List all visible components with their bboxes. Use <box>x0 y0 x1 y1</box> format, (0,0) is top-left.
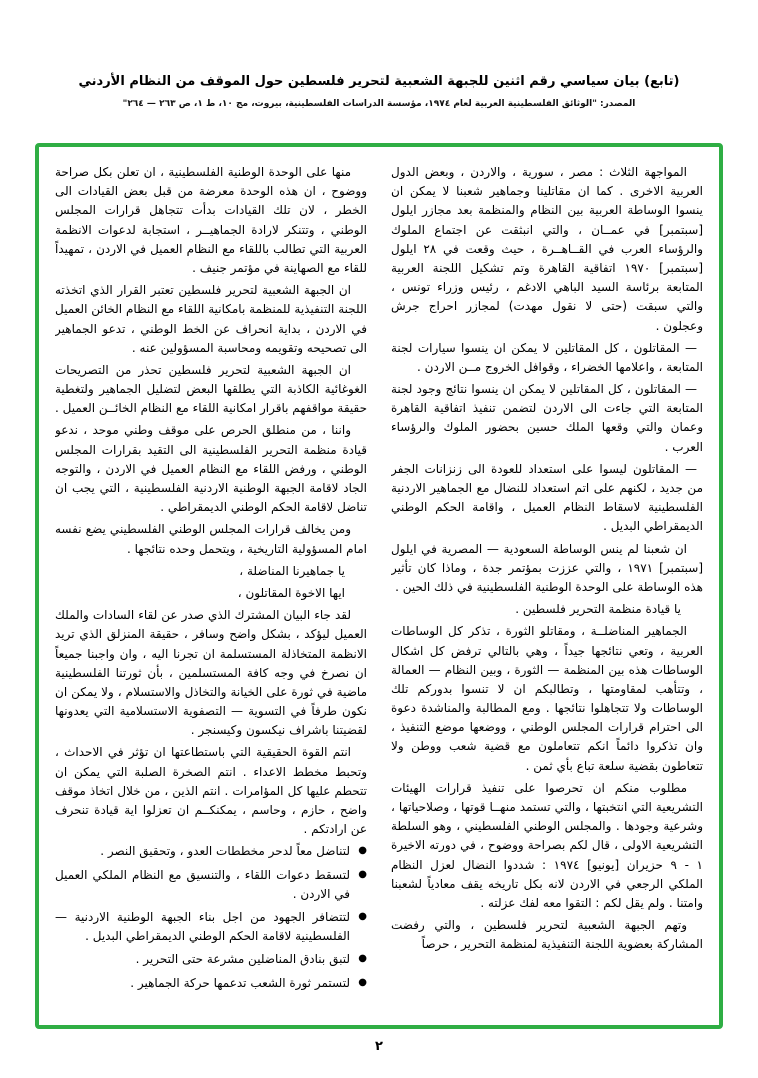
bullet-text: لتسقط دعوات اللقاء ، والتنسيق مع النظام الملكي العميل في الاردن . <box>55 867 350 901</box>
paragraph: وتهم الجبهة الشعبية لتحرير فلسطين ، والتي رفضت المشاركة بعضوية اللجنة التنفيذية لمنظمة التحرير ، حرصاً <box>391 918 703 952</box>
paragraph: انتم القوة الحقيقية التي باستطاعتها ان تؤثر في الاحداث ، وتحبط مخطط الاعداء . انتم الصخرة الصلبة التي يمكن ان تتحطم عليها كل المؤامرات . انتم الذين ، من خلال اتخاذ موقف واضح ، حازم ، وحاسم ، يمكنكــم ان تعزلوا اية قيادة تنحرف عن ارادتكم . <box>55 745 367 837</box>
bullet-icon: ● <box>358 845 367 857</box>
bullet-item <box>55 974 367 993</box>
paragraph: — المقاتلون ، كل المقاتلين لا يمكن ان ينسوا نتائج وجود لجنة المتابعة التي جاءت الى الاردن لتضمن تنفيذ اتفاقية القاهرة وعمان والتي وقعها الملك حسين بحضور الملوك والرؤساء العرب . <box>391 382 703 454</box>
page-title: (تابع) بيان سياسي رقم اثنين للجبهة الشعبية لتحرير فلسطين حول الموقف من النظام الأردني <box>78 74 680 89</box>
page-number: ٢ <box>375 1039 383 1054</box>
paragraph: منها على الوحدة الوطنية الفلسطينية ، ان تعلن بكل صراحة ووضوح ، ان هذه الوحدة معرضة من قبل بعض القيادات الى الخطر ، لان تلك القيادات بدأت تتجاهل قرارات المجلس الوطني ، وتتنكر لارادة الجماهيــر ، استجابة لدعوات الانظمة العربية التي تطالب باللقاء مع النظام العميل في الاردن ، تمهيداً للقاء مع الصهاينة في مؤتمر جنيف . <box>55 165 367 275</box>
bullet-item <box>55 950 367 969</box>
paragraph: الجماهير المناضلــة ، ومقاتلو الثورة ، تذكر كل الوساطات العربية ، وتعي نتائجها جيداً ، وهي بالتالي ترفض كل اشكال الوساطات هذه بين المنظمة — الثورة ، وبين النظام — العمالة ، وتتأهب لمقاومتها ، وتطالبكم ان لا تنسوا بدوركم تلك الوساطات ولا تتجاهلوا نتائجها . ومع المطالبة والمناشدة دعوة الى احترام قرارات المجلس الوطني ، ووضعها موضع التنفيذ ، وان تذكروا دائماً انكم تتعاملون مع قضية شعب ووطن ولا تتعاطون بقضية سلعة تباع بأي ثمن . <box>391 624 703 773</box>
bullet-icon: ● <box>358 976 367 988</box>
paragraph: ان شعبنا لم ينس الوساطة السعودية — المصرية في ايلول [سبتمبر] ١٩٧١ ، والتي عززت بمؤتمر جدة ، وماذا كان تأثير هذه الوساطة على الوحدة الوطنية الفلسطينية في ذلك الحين . <box>391 541 703 594</box>
paragraph: — المقاتلون ليسوا على استعداد للعودة الى زنزانات الجفر من جديد ، لكنهم على اتم استعداد للنضال مع الجماهير الاردنية الفلسطينية لاسقاط النظام العميل ، واقامة الحكم الوطني الديمقراطي البديل . <box>391 461 703 534</box>
paragraph: ان الجبهة الشعبية لتحرير فلسطين تعتبر القرار الذي اتخذته اللجنة التنفيذية للمنظمة بامكانية اللقاء مع النظام الخائن العميل في الاردن ، بداية انحراف عن الخط الوطني ، تدعو الجماهير الى تصحيحه وتقويمه ومحاسبة المسؤولين عنه . <box>55 283 367 355</box>
paragraph: يا قيادة منظمة التحرير فلسطين . <box>515 602 681 617</box>
paragraph: لقد جاء البيان المشترك الذي صدر عن لقاء السادات والملك العميل ليؤكد ، بشكل واضح وسافر ، حقيقة المنزلق الذي تريد الانظمة المتخاذلة المستسلمة ان تجرنا اليه ، وان واجبنا جميعاً ان نصرخ في وجه كافة المستسلمين ، بأن ثورتنا الفلسطينية ماضية في ثورة على الخيانة والتخاذل والاستسلام ، ولا يمكن ان نكون طرفاً في التسوية — التصفوية الاستسلامية التي يعدونها لقضيتنا باشراف نيكسون وكيسنجر . <box>55 608 367 738</box>
bullet-text: لتتضافر الجهود من اجل بناء الجبهة الوطنية الاردنية — الفلسطينية لاقامة الحكم الوطني الديمقراطي البديل . <box>55 909 350 944</box>
bullet-item <box>55 866 367 904</box>
text-columns <box>55 163 703 1009</box>
bullet-icon: ● <box>358 910 367 922</box>
bullet-text: لتبق بنادق المناضلين مشرعة حتى التحرير . <box>135 952 350 967</box>
bullet-item <box>55 908 367 946</box>
paragraph: ان الجبهة الشعبية لتحرير فلسطين تحذر من التصريحات الغوغائية الكاذبة التي يطلقها البعض لتضليل الجماهير ولتغطية حقيقة مواقفهم باقرار امكانية اللقاء مع النظام الخائــن العميل . <box>55 362 367 416</box>
paragraph: المواجهة الثلاث : مصر ، سورية ، والاردن ، وبعض الدول العربية الاخرى . كما ان مقاتلينا وجماهير شعبنا لا يمكن ان ينسوا الوساطة العربية بين النظام والمنظمة بعد مجازر ايلول [سبتمبر] في عمــان ، والتي انبثقت عن اجتماع الملوك والرؤساء العرب في القــاهــرة ، حيث وقعت في ٢٨ ايلول [سبتمبر] ١٩٧٠ اتفاقية القاهرة وتم تشكيل اللجنة العربية المتابعة برئاسة السيد الباهي الادغم ، رئيس وزراء تونس ، والتي سبقت (حتى لا نقول مهدت) لمجازر احراج جرش وعجلون . <box>391 165 703 333</box>
column-right <box>391 163 703 1009</box>
bullet-item <box>55 842 367 861</box>
document-header <box>0 0 758 109</box>
document-border-frame <box>35 143 723 1029</box>
column-left <box>55 163 367 1009</box>
paragraph: — المقاتلون ، كل المقاتلين لا يمكن ان ينسوا سيارات لجنة المتابعة ، واعلامها الخضراء ، وقوافل الخروج مــن الاردن . <box>391 340 703 374</box>
paragraph: مطلوب منكم ان تحرصوا على تنفيذ قرارات الهيئات التشريعية التي انتخبتها ، والتي تستمد منهــا قوتها ، وصلاحياتها ، وشرعية وجودها . والمجلس الوطني الفلسطيني ، وهو السلطة التشريعية الاولى ، قال لكم بصراحة ووضوح ، في دورته الاخيرة ١ - ٩ حزيران [يونيو] ١٩٧٤ : شددوا النضال لعزل النظام الملكي الرجعي في الاردن لانه بكل تاريخه يقف معادياً لشعبنا وامتنا . ولم يقل لكم : التقوا معه لفك عزلته . <box>391 780 703 910</box>
paragraph: ايها الاخوة المقاتلون ، <box>237 585 345 600</box>
bullet-icon: ● <box>358 868 367 880</box>
bullet-text: لتناضل معاً لدحر مخططات العدو ، وتحقيق النصر . <box>100 844 350 859</box>
bullet-text: لتستمر ثورة الشعب تدعمها حركة الجماهير . <box>130 975 350 990</box>
paragraph: ومن يخالف قرارات المجلس الوطني الفلسطيني يضع نفسه امام المسؤولية التاريخية ، ويتحمل وحده نتائجها . <box>55 522 367 556</box>
paragraph: يا جماهيرنا المناضلة ، <box>239 563 345 578</box>
source-line: المصدر: "الوثائق الفلسطينية العربية لعام ١٩٧٤، مؤسسة الدراسات الفلسطينية، بيروت، مج ١٠، ط ١، ص ٢٦٣ — ٢٦٤" <box>122 99 636 109</box>
paragraph: واننا ، من منطلق الحرص على موقف وطني موحد ، ندعو قيادة منظمة التحرير الفلسطينية الى التقيد بقرارات المجلس الوطني ، ورفض اللقاء مع النظام العميل في الاردن ، والتوجه الجاد لاقامة الجبهة الوطنية الاردنية الفلسطينية ، التي يجب ان تناضل لاقامة الحكم الوطني الديمقراطي . <box>55 423 367 515</box>
bullet-icon: ● <box>358 953 367 965</box>
